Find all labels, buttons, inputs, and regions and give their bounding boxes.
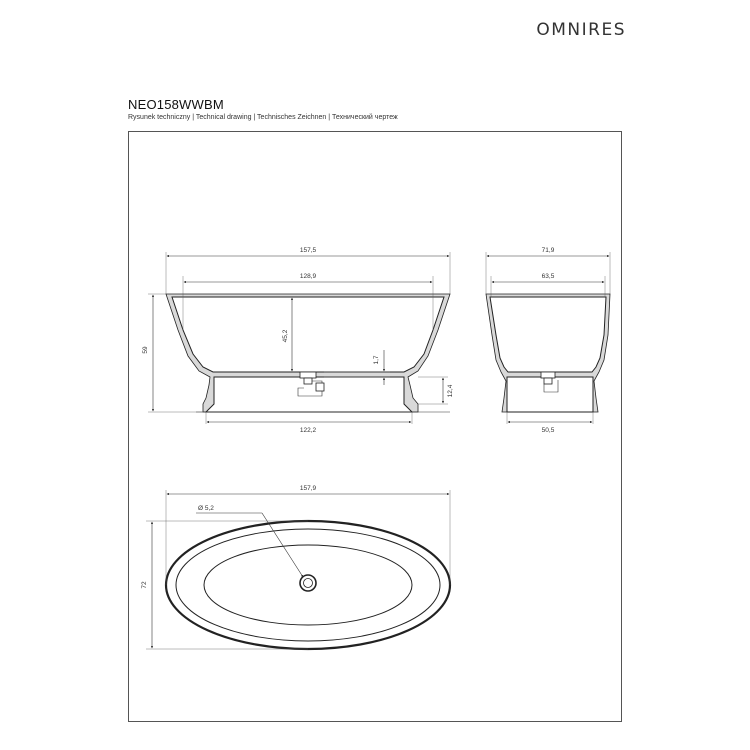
dim-overall-length-label: 157,5 <box>299 247 317 254</box>
side-view-inner <box>172 297 444 372</box>
dim-drain-height-label: 1,7 <box>373 355 380 365</box>
dim-inner-depth-label: 45,2 <box>282 329 289 343</box>
dim-top-overall-length-label: 157,9 <box>299 485 317 492</box>
dim-base-length-label: 122,2 <box>299 427 317 434</box>
model-number: NEO158WWBM <box>128 97 224 112</box>
dim-drain-diameter-label: Ø 5,2 <box>198 505 214 512</box>
dim-end-inner-width-label: 63,5 <box>541 273 555 280</box>
drawing-subtitle: Rysunek techniczny | Technical drawing | Technisches Zeichnen | Технический чертеж <box>128 114 398 121</box>
dim-height-label: 59 <box>142 346 149 354</box>
dim-end-overall-width-label: 71,9 <box>541 247 555 254</box>
end-view-inner <box>490 297 606 372</box>
top-view <box>141 485 450 649</box>
side-view <box>142 247 454 434</box>
dim-inner-length-label: 128,9 <box>299 273 317 280</box>
end-view <box>486 247 610 434</box>
dim-top-overall-width-label: 72 <box>141 581 148 589</box>
brand-logo: OMNIRES <box>536 20 626 40</box>
dim-end-base-width-label: 50,5 <box>541 427 555 434</box>
dim-base-height-label: 12,4 <box>447 384 454 398</box>
